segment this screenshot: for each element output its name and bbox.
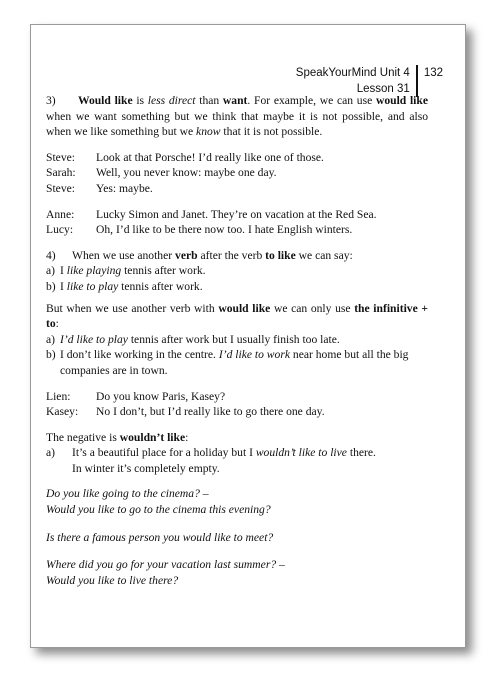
lesson-title: Lesson 31 xyxy=(356,83,410,95)
list-marker: b) xyxy=(46,279,56,293)
text: I xyxy=(60,279,67,293)
text: I don’t like working in the centre. xyxy=(60,348,219,362)
text: I xyxy=(60,264,67,278)
text: : xyxy=(55,317,59,331)
list-marker: a) xyxy=(46,446,56,460)
dialogue-line xyxy=(46,404,428,420)
term-would-like: Would like xyxy=(77,94,133,107)
example-question: Do you like going to the cinema? – xyxy=(46,487,209,501)
term-to-like: to like xyxy=(265,248,296,262)
text: tennis after work but I usually finish too late. xyxy=(127,332,340,346)
example-italic: I’d like to work xyxy=(218,348,290,362)
text: The negative is xyxy=(46,430,120,444)
term-infinitive-to: the infinitive + to xyxy=(46,301,428,331)
text: tennis after work. xyxy=(118,279,203,293)
section-number: 4) xyxy=(46,248,56,262)
list-text xyxy=(60,347,428,378)
dialogue-2 xyxy=(46,207,428,238)
section-would-like-infinitive xyxy=(46,301,428,379)
text: we can say: xyxy=(295,248,353,262)
text: after the verb xyxy=(197,248,266,262)
list-marker: a) xyxy=(46,332,56,346)
text: . For example, we can use xyxy=(247,94,376,107)
list-text xyxy=(60,279,428,295)
term-know: know xyxy=(196,125,221,139)
infinitive-rule xyxy=(46,301,428,332)
dialogue-3 xyxy=(46,389,428,420)
example-question: Where did you go for your vacation last summer? – xyxy=(46,558,285,572)
section-number: 3) xyxy=(46,94,56,107)
dialogue-1 xyxy=(46,150,428,197)
negative-intro xyxy=(46,430,428,446)
negative-section xyxy=(46,430,428,477)
speaker: Kasey: xyxy=(46,405,79,419)
speaker: Steve: xyxy=(46,150,75,164)
list-item xyxy=(46,279,428,295)
speech: Oh, I’d like to be there now too. I hate English winters. xyxy=(96,223,353,237)
page-number: 132 xyxy=(423,67,443,79)
text: : xyxy=(185,430,189,444)
dialogue-line xyxy=(46,181,428,197)
example-italic: like to play xyxy=(66,279,119,293)
text: In winter it’s completely empty. xyxy=(72,461,220,475)
speaker: Anne: xyxy=(46,207,75,221)
term-wouldnt-like: wouldn’t like xyxy=(119,430,186,444)
text: is xyxy=(132,94,148,107)
speaker: Lien: xyxy=(46,389,71,403)
list-item xyxy=(46,263,428,279)
text: tennis after work. xyxy=(121,264,206,278)
term-want: want xyxy=(222,94,248,107)
term-would-like: would like xyxy=(375,94,428,107)
example-italic: wouldn’t like to live xyxy=(255,446,347,460)
section-3-paragraph xyxy=(46,93,428,140)
text: we can only use xyxy=(270,301,355,315)
section-4-intro xyxy=(46,248,428,264)
speech: Do you know Paris, Kasey? xyxy=(96,389,226,403)
dialogue-line xyxy=(46,150,428,166)
list-marker: b) xyxy=(46,348,56,362)
speaker: Sarah: xyxy=(46,166,76,180)
text: there. xyxy=(346,446,376,460)
speech: Look at that Porsche! I’d really like one of those. xyxy=(96,150,324,164)
list-item xyxy=(46,347,428,378)
list-text xyxy=(60,263,428,279)
speaker: Steve: xyxy=(46,181,75,195)
term-less-direct: less direct xyxy=(147,94,196,107)
example-italic: I’d like to play xyxy=(60,332,128,346)
dialogue-line xyxy=(46,389,428,405)
term-would-like: would like xyxy=(218,301,271,315)
text: When we use another xyxy=(72,248,176,262)
speech: Lucky Simon and Janet. They’re on vacation at the Red Sea. xyxy=(96,207,377,221)
list-item xyxy=(46,445,428,476)
list-item xyxy=(46,332,428,348)
example-question: Is there a famous person you would like to meet? xyxy=(46,530,274,544)
speaker: Lucy: xyxy=(46,223,74,237)
list-text xyxy=(72,445,428,476)
speech: Yes: maybe. xyxy=(96,181,153,195)
list-text xyxy=(60,332,428,348)
term-verb: verb xyxy=(175,248,198,262)
example-question: Would you like to live there? xyxy=(46,573,179,587)
section-4 xyxy=(46,248,428,295)
dialogue-line xyxy=(46,222,428,238)
example-questions-1 xyxy=(46,486,428,517)
example-questions-2 xyxy=(46,530,428,546)
book-unit-title: SpeakYourMind Unit 4 xyxy=(295,67,410,79)
lesson-content xyxy=(46,93,428,588)
text: But when we use another verb with xyxy=(46,301,219,315)
example-question: Would you like to go to the cinema this evening? xyxy=(46,503,271,517)
example-questions-3 xyxy=(46,557,428,588)
text: near home but all the big companies are in town. xyxy=(60,348,409,377)
dialogue-line xyxy=(46,207,428,223)
text: that it is not possible. xyxy=(220,125,323,139)
text: than xyxy=(195,94,223,107)
section-4-text xyxy=(72,248,428,264)
dialogue-line xyxy=(46,165,428,181)
text: when we want something but we think that maybe it is not possible, and also when we like something but we xyxy=(46,109,428,139)
text: It’s a beautiful place for a holiday but I xyxy=(72,446,256,460)
speech: No I don’t, but I’d really like to go there one day. xyxy=(96,405,325,419)
list-marker: a) xyxy=(46,264,56,278)
example-italic: like playing xyxy=(66,264,122,278)
speech: Well, you never know: maybe one day. xyxy=(96,166,277,180)
